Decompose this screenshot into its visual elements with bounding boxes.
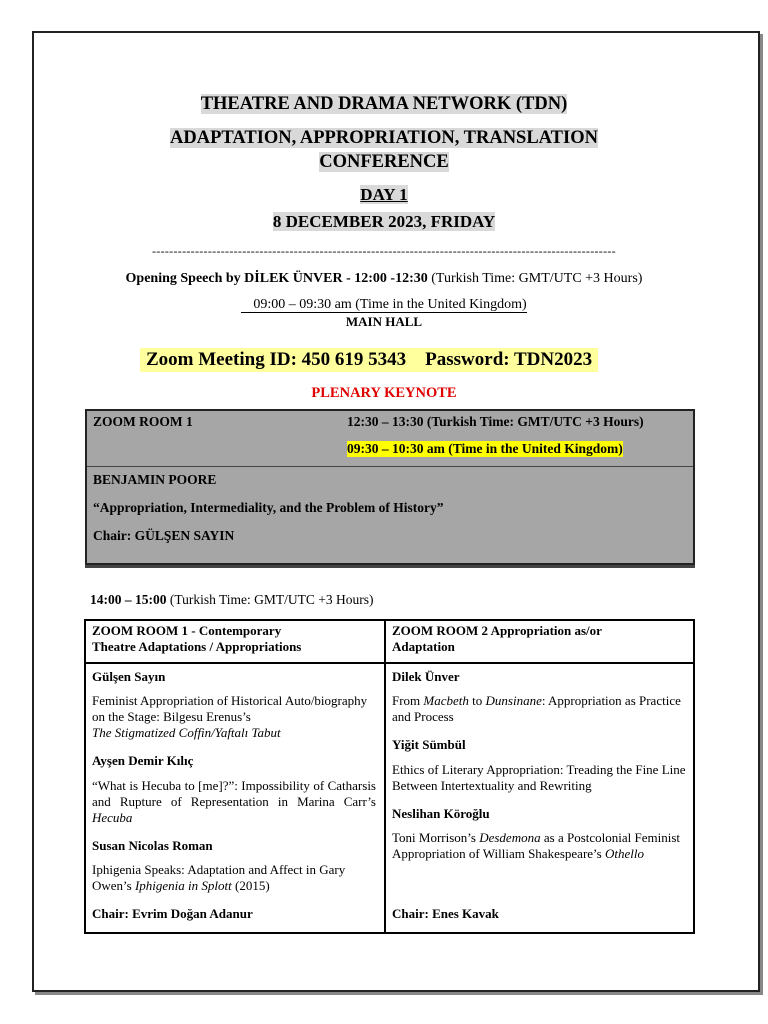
main-hall: MAIN HALL	[345, 314, 423, 329]
room2-paper-3	[392, 830, 686, 862]
room2-presenter-2	[392, 737, 686, 753]
room1-title-line1: ZOOM ROOM 1 - Contemporary	[92, 623, 282, 638]
presenter-name: Dilek Ünver	[392, 669, 460, 684]
session-table	[84, 619, 695, 934]
paper-title: Ethics of Literary Appropriation: Treading the Fine Line Between Intertextuality and Rewriting	[392, 762, 686, 793]
opening-speech-prefix: Opening Speech by DİLEK ÜNVER - 12:00 -12:30	[125, 271, 428, 286]
chair-name: Chair: Enes Kavak	[392, 906, 499, 921]
paper-title-italic: The Stigmatized Coffin/Yaftalı Tabut	[92, 725, 281, 740]
keynote-turkish-time: 12:30 – 13:30 (Turkish Time: GMT/UTC +3 Hours)	[347, 414, 644, 429]
opening-speech-tz: (Turkish Time: GMT/UTC +3 Hours)	[427, 271, 643, 286]
paper-title-italic: Iphigenia in Splott	[134, 878, 232, 893]
room1-title-line2: Theatre Adaptations / Appropriations	[92, 639, 302, 654]
paper-title-italic: Macbeth	[423, 693, 469, 708]
paper-title: “What is Hecuba to [me]?”: Impossibility of Catharsis and Rupture of Representation in Marina Carr’s	[92, 778, 376, 809]
paper-title: Iphigenia Speaks: Adaptation and Affect in Gary Owen’s	[92, 862, 346, 893]
plenary-keynote-box	[85, 409, 695, 565]
opening-uk-time	[0, 297, 768, 313]
paper-title-part: From	[392, 693, 424, 708]
network-title	[0, 94, 768, 115]
room2-paper-1	[392, 693, 686, 725]
day-label-text: DAY 1	[360, 185, 408, 204]
network-title-text: THEATRE AND DRAMA NETWORK (TDN)	[200, 94, 568, 114]
room2-paper-2	[392, 762, 686, 794]
keynote-divider	[87, 466, 693, 467]
date-label-text: 8 DECEMBER 2023, FRIDAY	[272, 212, 496, 231]
keynote-room: ZOOM ROOM 1	[93, 414, 193, 429]
opening-uk-time-text: 09:00 – 09:30 am (Time in the United Kingdom)	[241, 297, 526, 313]
room2-presenter-3	[392, 806, 686, 822]
table-header-divider	[86, 662, 693, 664]
plenary-heading: PLENARY KEYNOTE	[311, 385, 457, 401]
room1-presenter-2	[92, 753, 376, 769]
conference-title-line2-text: CONFERENCE	[319, 152, 449, 172]
room2-title-line1: ZOOM ROOM 2 Appropriation as/or	[392, 623, 602, 638]
session-time	[90, 592, 374, 608]
paper-title-italic: Dunsinane	[485, 693, 542, 708]
room2-presenter-1	[392, 669, 686, 685]
paper-title: Feminist Appropriation of Historical Auto/biography on the Stage: Bilgesu Erenus’s	[92, 693, 368, 724]
room1-paper-3	[92, 862, 376, 894]
paper-title-part: as a Postcolonial Feminist Appropriation of William Shakespeare’s	[392, 830, 680, 861]
room1-presenter-3	[92, 838, 376, 854]
paper-title-suffix: (2015)	[231, 878, 270, 893]
paper-title-part: Toni Morrison’s	[392, 830, 480, 845]
paper-title-italic: Hecuba	[92, 810, 133, 825]
conference-title-line1-text: ADAPTATION, APPROPRIATION, TRANSLATION	[170, 128, 598, 148]
presenter-name: Gülşen Sayın	[92, 669, 166, 684]
chair-name: Chair: Evrim Doğan Adanur	[92, 906, 253, 921]
presenter-name: Susan Nicolas Roman	[92, 838, 213, 853]
presenter-name: Ayşen Demir Kılıç	[92, 753, 194, 768]
paper-title-part: to	[468, 693, 486, 708]
zoom-meeting-info: Zoom Meeting ID: 450 619 5343 Password: TDN2023	[140, 348, 598, 372]
separator: ------------------------------------------------------------------------------------------------------------	[152, 244, 616, 258]
room2-chair	[392, 906, 686, 922]
room1-presenter-1	[92, 669, 376, 685]
paper-title-part: : Appropriation as Practice and Process	[392, 693, 681, 724]
room1-header	[92, 623, 376, 655]
presenter-name: Yiğit Sümbül	[392, 737, 466, 752]
session-time-value: 14:00 – 15:00	[90, 592, 167, 607]
conference-title-line1	[0, 128, 768, 149]
room1-paper-2	[92, 778, 376, 826]
room1-paper-1	[92, 693, 376, 741]
keynote-talk-title: “Appropriation, Intermediality, and the Problem of History”	[93, 500, 444, 515]
presenter-name: Neslihan Köroğlu	[392, 806, 490, 821]
session-tz-note: (Turkish Time: GMT/UTC +3 Hours)	[166, 592, 374, 607]
room2-header	[392, 623, 686, 655]
day-label	[0, 185, 768, 205]
paper-title-italic: Desdemona	[479, 830, 541, 845]
room2-title-line2: Adaptation	[392, 639, 455, 654]
opening-speech	[0, 271, 768, 287]
keynote-uk-time: 09:30 – 10:30 am (Time in the United Kingdom)	[347, 441, 623, 456]
table-column-divider	[384, 621, 386, 932]
keynote-speaker: BENJAMIN POORE	[93, 472, 217, 487]
paper-title-italic: Othello	[604, 846, 644, 861]
conference-title-line2	[0, 152, 768, 173]
room1-chair	[92, 906, 376, 922]
date-label	[0, 212, 768, 232]
keynote-chair: Chair: GÜLŞEN SAYIN	[93, 528, 235, 543]
